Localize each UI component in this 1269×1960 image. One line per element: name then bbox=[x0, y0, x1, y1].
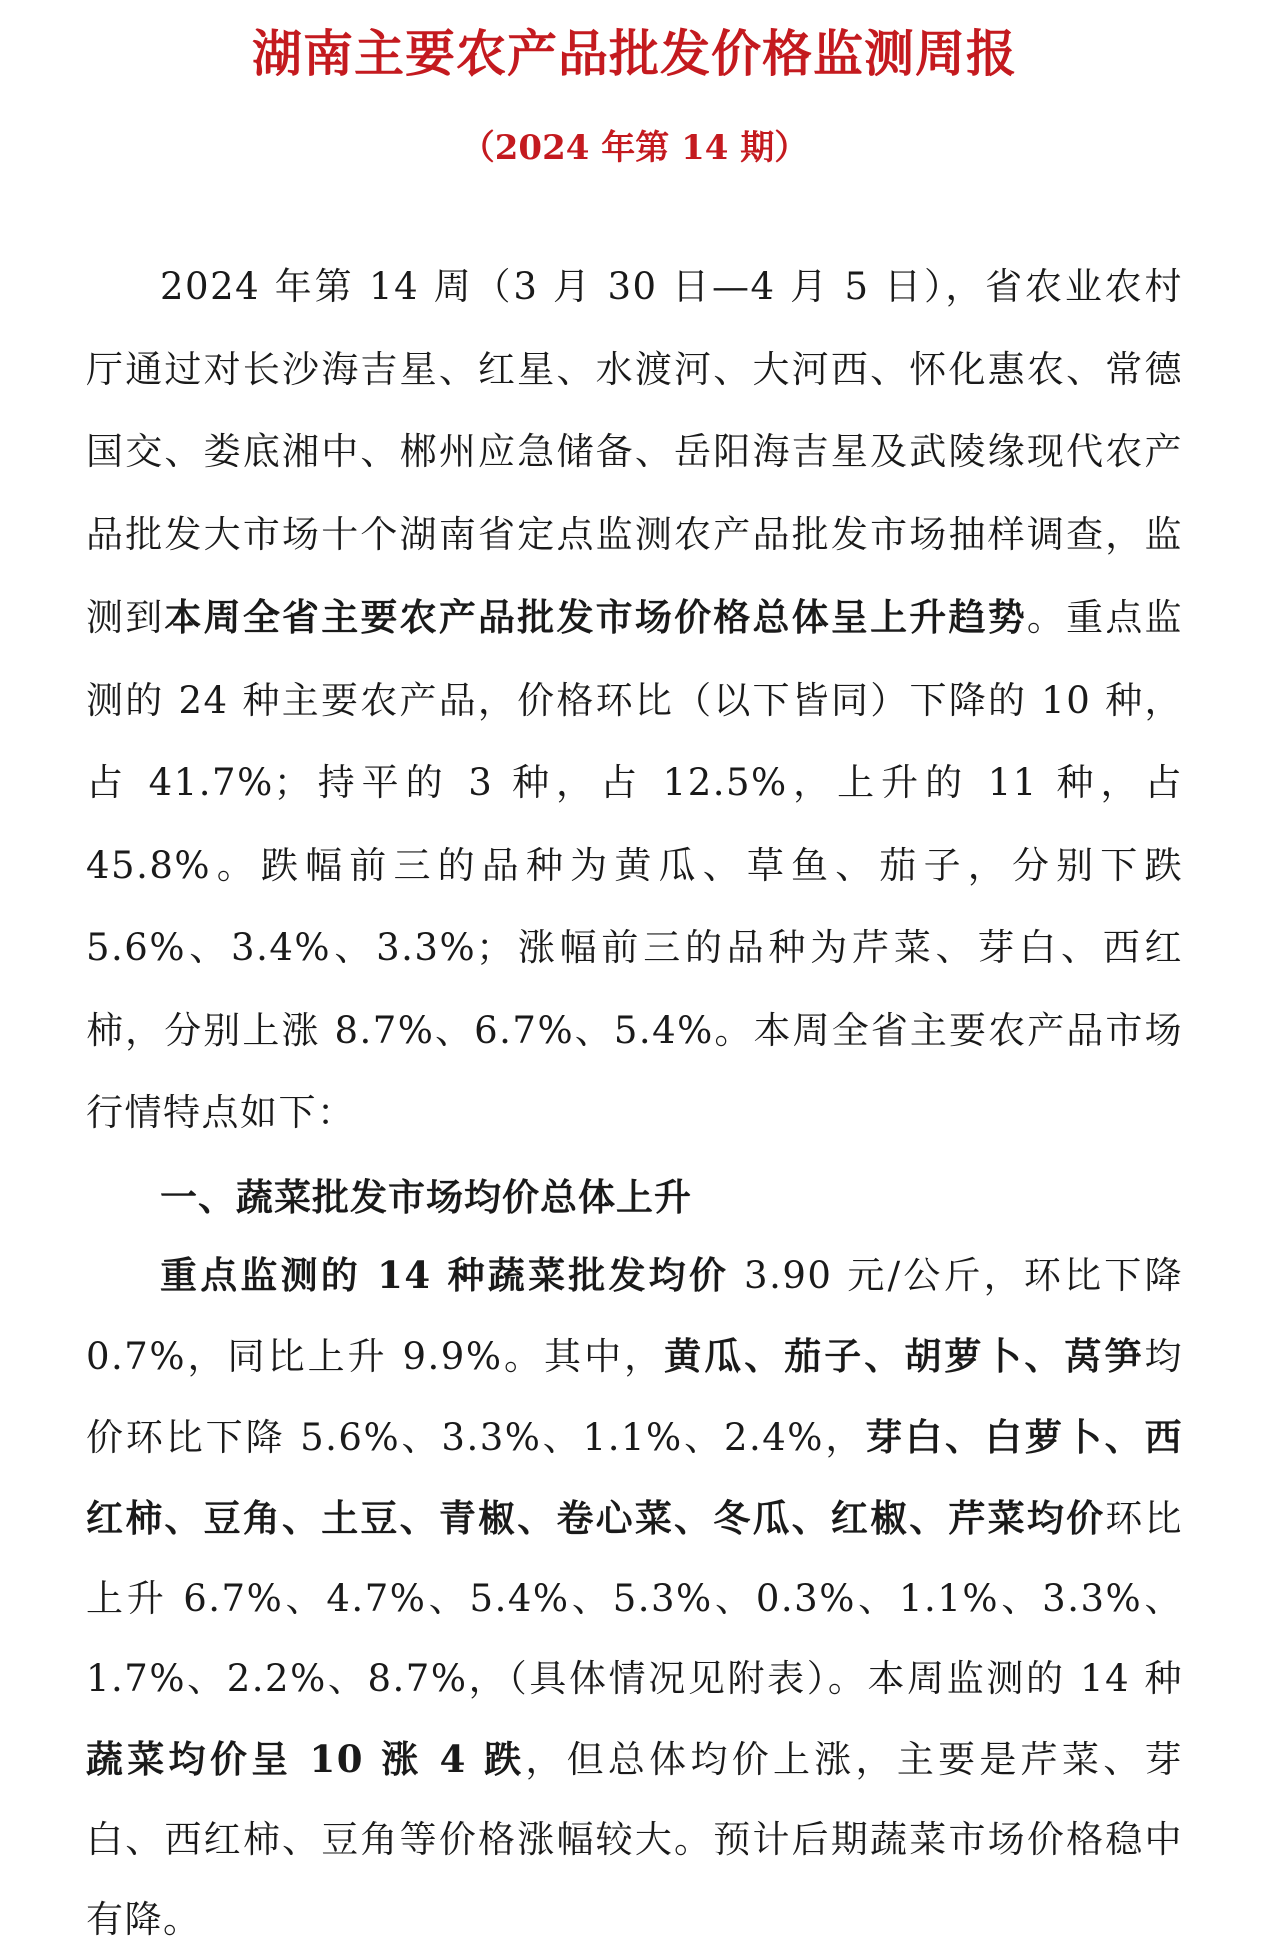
intro-highlight: 本周全省主要农产品批发市场价格总体呈上升趋势 bbox=[164, 595, 1027, 639]
section-heading-vegetables: 一、蔬菜批发市场均价总体上升 bbox=[160, 1175, 692, 1219]
veg-bold-3: 芽白、白萝卜、西红柿、豆角、土豆、青椒、卷心菜、冬瓜、红椒、芹菜均价 bbox=[86, 1414, 1183, 1540]
veg-text-1: 3.90 元/公斤，环比下降 0.7%，同比上升 9.9%。其中， bbox=[86, 1253, 1183, 1378]
vegetable-paragraph bbox=[86, 1235, 1183, 1960]
veg-text-3: 环比上升 6.7%、4.7%、5.4%、5.3%、0.3%、1.1%、3.3%、1.7%、2.2%、8.7%，（具体情况见附表）。本周监测的 14 种 bbox=[86, 1496, 1184, 1700]
veg-bold-1: 重点监测的 14 种蔬菜批发均价 bbox=[160, 1252, 730, 1297]
veg-bold-4: 蔬菜均价呈 10 涨 4 跌 bbox=[86, 1736, 526, 1781]
veg-text-4: ，但总体均价上涨，主要是芹菜、芽白、西红柿、豆角等价格涨幅较大。预计后期蔬菜市场价格稳中有降。 bbox=[86, 1737, 1184, 1941]
report-title: 湖南主要农产品批发价格监测周报 bbox=[252, 24, 1017, 83]
veg-text-2: 均价环比下降 5.6%、3.3%、1.1%、2.4%， bbox=[86, 1334, 1184, 1459]
intro-paragraph bbox=[86, 246, 1183, 1155]
issue-number: （2024 年第 14 期） bbox=[460, 128, 809, 168]
intro-text-part1: 2024 年第 14 周（3 月 30 日—4 月 5 日），省农业农村厅通过对长沙海吉星、红星、水渡河、大河西、怀化惠农、常德国交、娄底湘中、郴州应急储备、岳阳海吉星及武陵缘现代农产品批发大市场十个湖南省定点监测农产品批发市场抽样调查，监测到 bbox=[86, 265, 1183, 639]
veg-bold-2: 黄瓜、茄子、胡萝卜、莴笋 bbox=[664, 1333, 1145, 1378]
intro-text-part2: 。重点监测的 24 种主要农产品，价格环比（以下皆同）下降的 10 种，占 41.7%；持平的 3 种，占 12.5%，上升的 11 种，占 45.8%。跌幅前三的品种为黄瓜、草鱼、茄子，分别下跌 5.6%、3.4%、3.3%；涨幅前三的品种为芹菜、芽白、西红柿，分别上涨 8.7%、6.7%、5.4%。本周全省主要农产品市场行情特点如下： bbox=[86, 596, 1184, 1134]
